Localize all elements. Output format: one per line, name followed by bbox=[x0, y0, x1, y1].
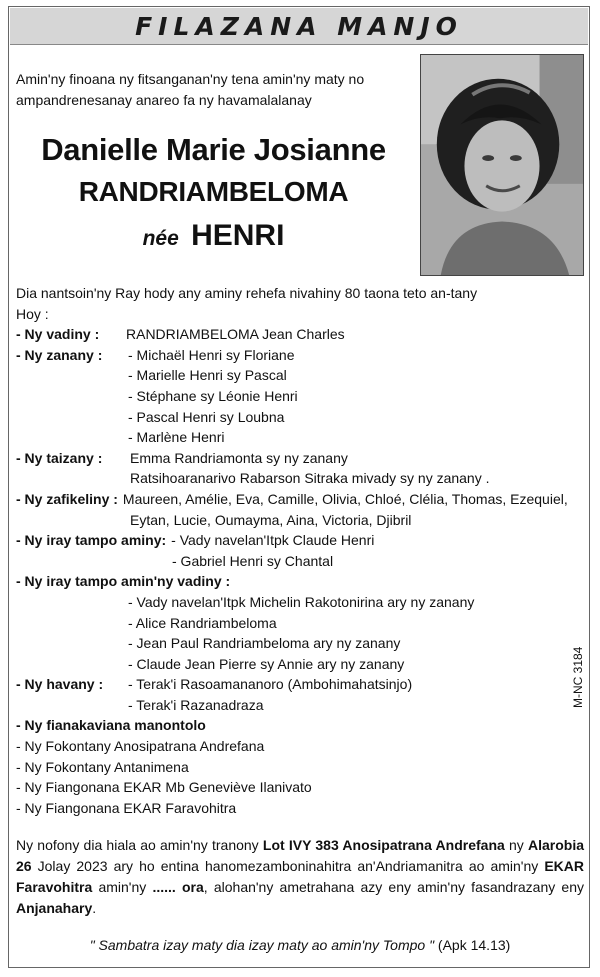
child-item: - Stéphane sy Léonie Henri bbox=[128, 387, 298, 404]
funeral-address: Lot IVY 383 Anosipatrana Andrefana bbox=[262, 837, 505, 853]
deceased-full-name: Danielle Marie Josianne bbox=[41, 132, 386, 167]
foster-child-item: Emma Randriamonta sy ny zanany bbox=[130, 449, 348, 466]
nee-label: née bbox=[142, 227, 179, 250]
funeral-text: Jolay 2023 ary ho entina hanomezamboninahitra an'Andriamanitra ao amin'ny bbox=[31, 858, 545, 874]
other-mourner-item: - Ny Fokontany Antanimena bbox=[16, 758, 189, 775]
sibling-item: - Vady navelan'Itpk Claude Henri bbox=[171, 532, 375, 549]
notice-header bbox=[10, 8, 588, 45]
sibling-item: - Gabriel Henri sy Chantal bbox=[172, 552, 334, 569]
foster-children-row bbox=[16, 448, 586, 469]
child-item: - Marlène Henri bbox=[128, 429, 225, 446]
deceased-maiden-name-line bbox=[16, 219, 411, 253]
child-item: - Marielle Henri sy Pascal bbox=[128, 367, 287, 384]
funeral-text: Ny nofony dia hiala ao amin'ny tranony bbox=[16, 837, 263, 853]
scripture-quote bbox=[16, 937, 584, 953]
spouse-siblings-label: - Ny iray tampo amin'ny vadiny : bbox=[16, 573, 231, 590]
children-label: - Ny zanany : bbox=[16, 346, 103, 363]
deceased-surname: RANDRIAMBELOMA bbox=[78, 176, 349, 207]
grandchildren-row bbox=[16, 489, 586, 510]
hoy-label: Hoy : bbox=[16, 305, 49, 322]
grandchildren-label: - Ny zafikeliny : bbox=[16, 490, 118, 507]
siblings-label: - Ny iray tampo aminy: bbox=[16, 532, 167, 549]
quote-reference: (Apk 14.13) bbox=[434, 937, 511, 953]
reference-code: M-NC 3184 bbox=[571, 646, 585, 708]
grandchildren-list-line2: Eytan, Lucie, Oumayma, Aina, Victoria, Djibril bbox=[130, 511, 412, 528]
funeral-text: amin'ny bbox=[92, 879, 153, 895]
spouse-sibling-item: - Vady navelan'Itpk Michelin Rakotonirina ary ny zanany bbox=[128, 593, 475, 610]
notice-body bbox=[16, 283, 586, 818]
relatives-row bbox=[16, 674, 586, 695]
relative-item: - Terak'i Razanadraza bbox=[128, 696, 264, 713]
maiden-name: HENRI bbox=[191, 219, 285, 252]
foster-children-label: - Ny taizany : bbox=[16, 449, 103, 466]
grandchildren-list-line1: Maureen, Amélie, Eva, Camille, Olivia, Chloé, Clélia, Thomas, Ezequiel, bbox=[122, 490, 568, 507]
funeral-details bbox=[16, 835, 584, 919]
whole-family-label: - Ny fianakaviana manontolo bbox=[16, 717, 206, 734]
burial-place: Anjanahary bbox=[16, 900, 93, 916]
other-mourner-item: - Ny Fokontany Anosipatrana Andrefana bbox=[16, 738, 265, 755]
siblings-row bbox=[16, 530, 586, 551]
quote-text: " Sambatra izay maty dia izay maty ao amin'ny Tompo " bbox=[89, 937, 435, 953]
portrait-photo bbox=[420, 54, 584, 276]
spouse-sibling-item: - Alice Randriambeloma bbox=[128, 614, 277, 631]
spouse-name: RANDRIAMBELOMA Jean Charles bbox=[126, 326, 345, 343]
spouse-sibling-item: - Claude Jean Pierre sy Annie ary ny zanany bbox=[128, 655, 405, 672]
notice-title: FILAZANA MANJO bbox=[135, 11, 463, 41]
foster-child-item: Ratsihoaranarivo Rabarson Sitraka mivady sy ny zanany . bbox=[130, 470, 490, 487]
spouse-sibling-item: - Jean Paul Randriambeloma ary ny zanany bbox=[128, 635, 401, 652]
funeral-text: ny bbox=[504, 837, 528, 853]
other-mourner-item: - Ny Fiangonana EKAR Faravohitra bbox=[16, 799, 237, 816]
other-mourner-item: - Ny Fiangonana EKAR Mb Geneviève Ilanivato bbox=[16, 779, 312, 796]
announcement-text: Dia nantsoin'ny Ray hody any aminy rehefa nivahiny 80 taona teto an-tany bbox=[16, 285, 478, 301]
child-item: - Pascal Henri sy Loubna bbox=[128, 408, 285, 425]
funeral-date: Alarobia 26 bbox=[16, 837, 584, 874]
children-row bbox=[16, 345, 586, 366]
relatives-label: - Ny havany : bbox=[16, 676, 104, 693]
funeral-text: , alohan'ny ametrahana azy eny amin'ny fasandrazany eny bbox=[203, 879, 584, 895]
funeral-church: EKAR Faravohitra bbox=[16, 858, 584, 895]
spouse-label: - Ny vadiny : bbox=[16, 326, 100, 343]
child-item: - Michaël Henri sy Floriane bbox=[128, 346, 295, 363]
intro-text: Amin'ny finoana ny fitsanganan'ny tena amin'ny maty no ampandrenesanay anareo fa ny havamalalanay bbox=[16, 71, 365, 108]
funeral-text: . bbox=[92, 900, 97, 916]
relative-item: - Terak'i Rasoamananoro (Ambohimahatsinjo) bbox=[128, 676, 413, 693]
spouse-row bbox=[16, 324, 586, 345]
funeral-time: ...... ora bbox=[152, 879, 204, 895]
